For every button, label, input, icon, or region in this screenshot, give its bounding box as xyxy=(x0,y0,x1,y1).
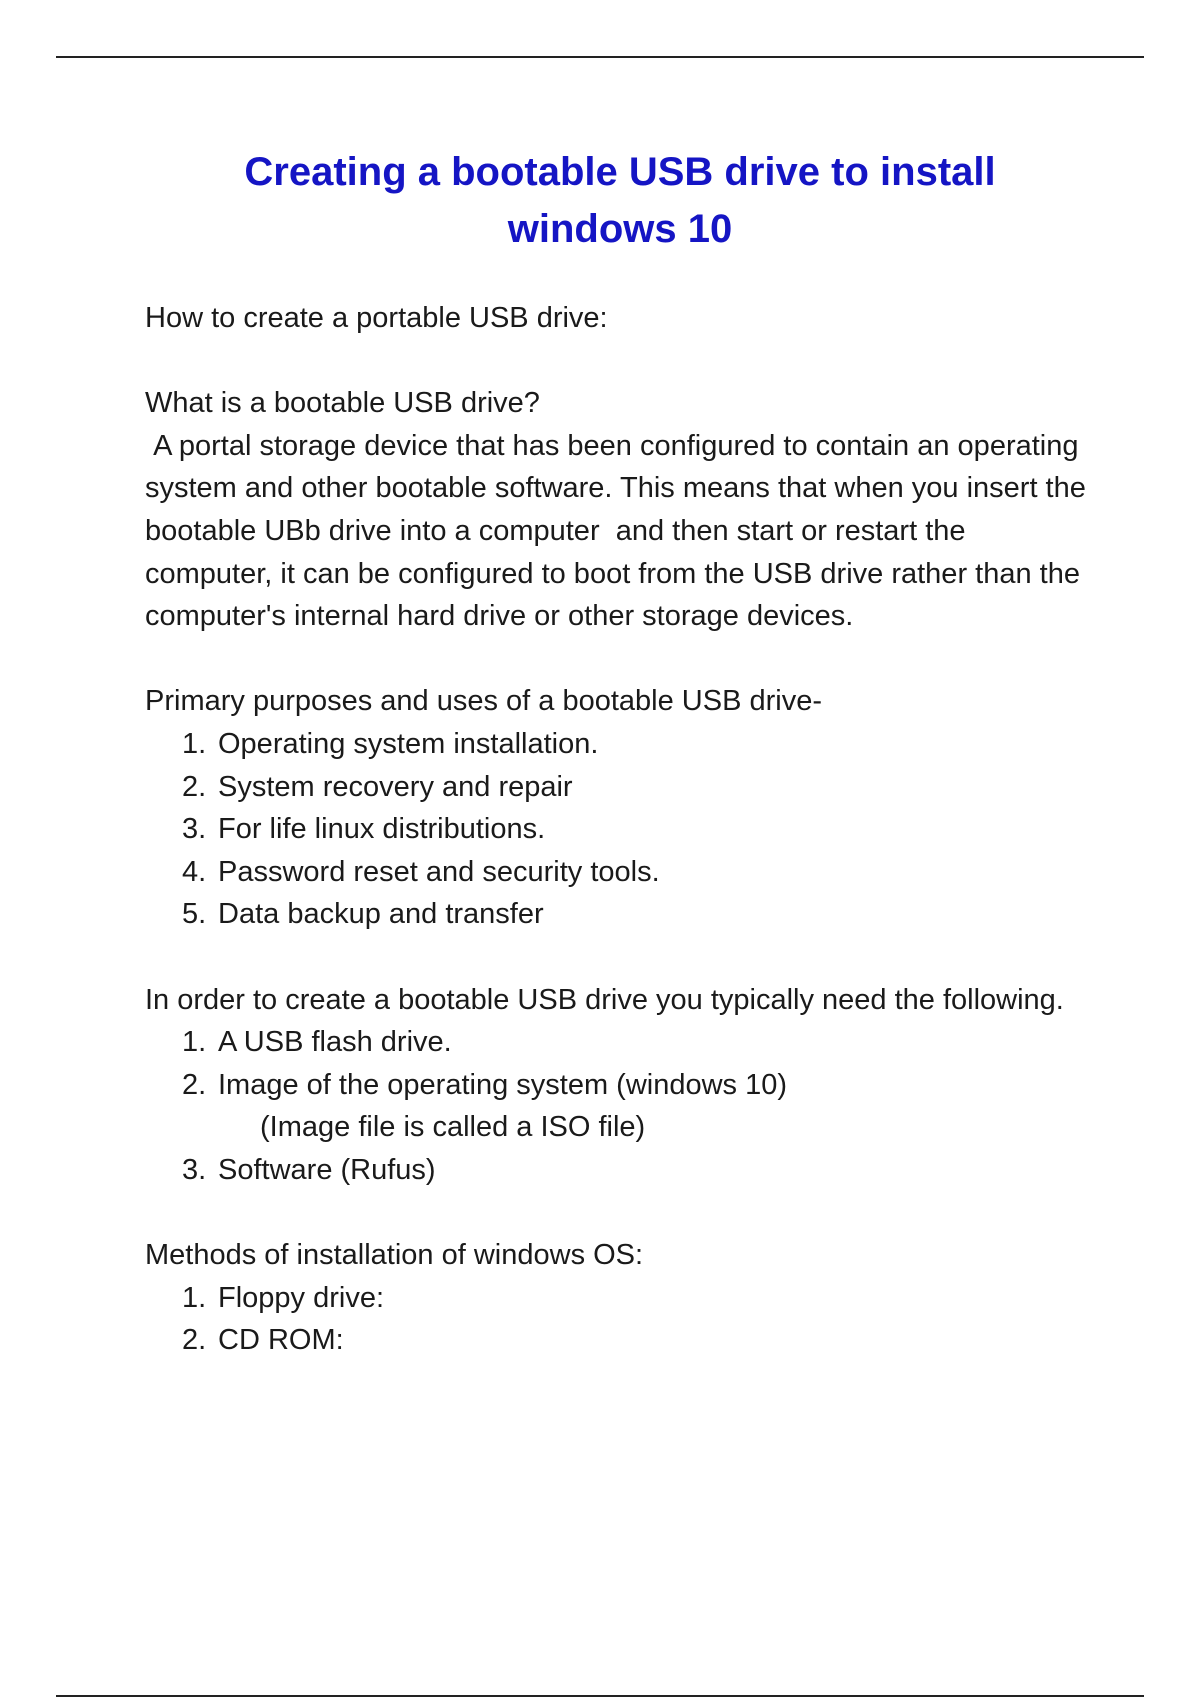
document-body xyxy=(145,297,1100,1362)
requirements-list xyxy=(145,1021,1100,1191)
list-item-text: System recovery and repair xyxy=(218,770,573,803)
list-item xyxy=(145,766,1100,809)
bottom-rule xyxy=(56,1695,1144,1697)
top-rule xyxy=(56,56,1144,58)
list-number: 5. xyxy=(182,898,207,931)
list-item-text: Floppy drive: xyxy=(218,1281,385,1314)
purposes-heading: Primary purposes and uses of a bootable USB drive- xyxy=(145,685,823,718)
definition-paragraph: A portal storage device that has been configured to contain an operating system and other bootable software. This means that when you insert the bootable UBb drive into a computer and then start or restart the computer, it can be configured to boot from the USB drive rather than the computer's internal hard drive or other storage devices. xyxy=(145,429,1094,633)
page-title: Creating a bootable USB drive to install windows 10 xyxy=(244,150,996,251)
list-item xyxy=(145,1319,1100,1362)
list-item-text: Image of the operating system (windows 10) xyxy=(218,1068,787,1101)
list-item xyxy=(145,1064,1100,1149)
list-item-text: Operating system installation. xyxy=(218,727,599,760)
list-number: 1. xyxy=(182,1281,207,1314)
list-item xyxy=(145,1149,1100,1192)
spacer xyxy=(145,1191,1100,1234)
list-item-text: A USB flash drive. xyxy=(218,1026,452,1059)
list-item xyxy=(145,1277,1100,1320)
spacer xyxy=(145,936,1100,979)
purposes-list xyxy=(145,723,1100,936)
list-item-text: For life linux distributions. xyxy=(218,813,546,846)
intro-question: How to create a portable USB drive: xyxy=(145,302,608,334)
methods-list xyxy=(145,1277,1100,1362)
list-item xyxy=(145,893,1100,936)
list-item-text: Software (Rufus) xyxy=(218,1153,436,1186)
list-item-note: (Image file is called a ISO file) xyxy=(260,1111,646,1144)
list-number: 4. xyxy=(182,855,207,888)
list-number: 2. xyxy=(182,1324,207,1357)
methods-heading: Methods of installation of windows OS: xyxy=(145,1239,644,1272)
list-number: 1. xyxy=(182,727,207,760)
list-item xyxy=(145,851,1100,894)
list-item xyxy=(145,723,1100,766)
list-item xyxy=(145,1021,1100,1064)
definition-heading: What is a bootable USB drive? xyxy=(145,387,540,420)
list-number: 3. xyxy=(182,813,207,846)
requirements-heading: In order to create a bootable USB drive you typically need the following. xyxy=(145,983,1064,1016)
list-number: 1. xyxy=(182,1026,207,1059)
list-item xyxy=(145,808,1100,851)
spacer xyxy=(145,340,1100,383)
list-number: 2. xyxy=(182,1068,207,1101)
list-item-text: Data backup and transfer xyxy=(218,898,544,931)
list-item-text: Password reset and security tools. xyxy=(218,855,660,888)
list-item-text: CD ROM: xyxy=(218,1324,344,1357)
list-number: 3. xyxy=(182,1153,207,1186)
spacer xyxy=(145,638,1100,681)
list-number: 2. xyxy=(182,770,207,803)
